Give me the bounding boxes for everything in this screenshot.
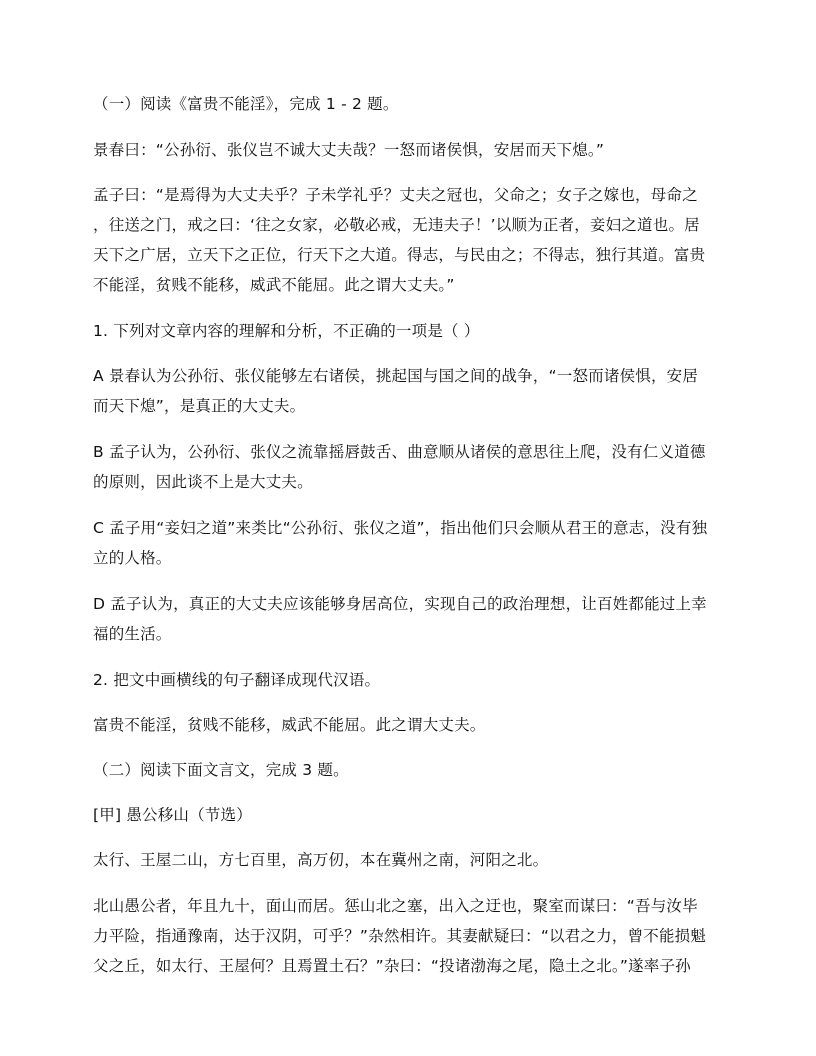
- passage-jia-line-4: 父之丘，如太行、王屋何？且焉置土石？”杂曰：“投诸渤海之尾，隐土之北。”遂率子孙: [93, 957, 691, 975]
- question-2: 2. 把文中画横线的句子翻译成现代汉语。: [93, 671, 381, 689]
- question-1: 1. 下列对文章内容的理解和分析，不正确的一项是（ ）: [93, 322, 480, 340]
- mencius-quote-line-3: 天下之广居，立天下之正位，行天下之大道。得志，与民由之；不得志，独行其道。富贵: [93, 246, 706, 264]
- section-one-heading: （一）阅读《富贵不能淫》，完成 1 - 2 题。: [93, 95, 399, 113]
- section-two-heading: （二）阅读下面文言文，完成 3 题。: [93, 761, 349, 779]
- option-c-line-1: C 孟子用“妾妇之道”来类比“公孙衍、张仪之道”，指出他们只会顺从君王的意志，没有独: [93, 519, 708, 537]
- option-d-line-1: D 孟子认为，真正的大丈夫应该能够身居高位，实现自己的政治理想，让百姓都能过上幸: [93, 595, 707, 613]
- translation-sentence: 富贵不能淫，贫贱不能移，威武不能屈。此之谓大丈夫。: [93, 716, 486, 734]
- option-a-line-1: A 景春认为公孙衍、张仪能够左右诸侯，挑起国与国之间的战争，“一怒而诸侯惧，安居: [93, 367, 699, 385]
- mencius-quote-line-4: 不能淫，贫贱不能移，威武不能屈。此之谓大丈夫。”: [93, 276, 455, 294]
- jingchun-quote: 景春曰：“公孙衍、张仪岂不诚大丈夫哉？一怒而诸侯惧，安居而天下熄。”: [93, 141, 605, 159]
- option-a-line-2: 而天下熄”，是真正的大丈夫。: [93, 397, 306, 415]
- passage-jia-title: [甲] 愚公移山（节选）: [93, 806, 252, 824]
- option-b-line-1: B 孟子认为，公孙衍、张仪之流靠摇唇鼓舌、曲意顺从诸侯的意思往上爬，没有仁义道德: [93, 443, 706, 461]
- option-c-line-2: 立的人格。: [93, 549, 172, 567]
- passage-jia-line-2: 北山愚公者，年且九十，面山而居。惩山北之塞，出入之迂也，聚室而谋曰：“吾与汝毕: [93, 897, 698, 915]
- mencius-quote-line-2: ，往送之门，戒之曰：‘往之女家，必敬必戒，无违夫子！’以顺为正者，妾妇之道也。居: [93, 216, 700, 234]
- option-b-line-2: 的原则，因此谈不上是大丈夫。: [93, 473, 313, 491]
- passage-jia-line-1: 太行、王屋二山，方七百里，高万仞，本在冀州之南，河阳之北。: [93, 851, 549, 869]
- document-page: [93, 0, 725, 1056]
- passage-jia-line-3: 力平险，指通豫南，达于汉阴，可乎？”杂然相许。其妻献疑曰：“以君之力，曾不能损魁: [93, 927, 707, 945]
- option-d-line-2: 福的生活。: [93, 625, 172, 643]
- mencius-quote-line-1: 孟子曰：“是焉得为大丈夫乎？子未学礼乎？丈夫之冠也，父命之；女子之嫁也，母命之: [93, 186, 698, 204]
